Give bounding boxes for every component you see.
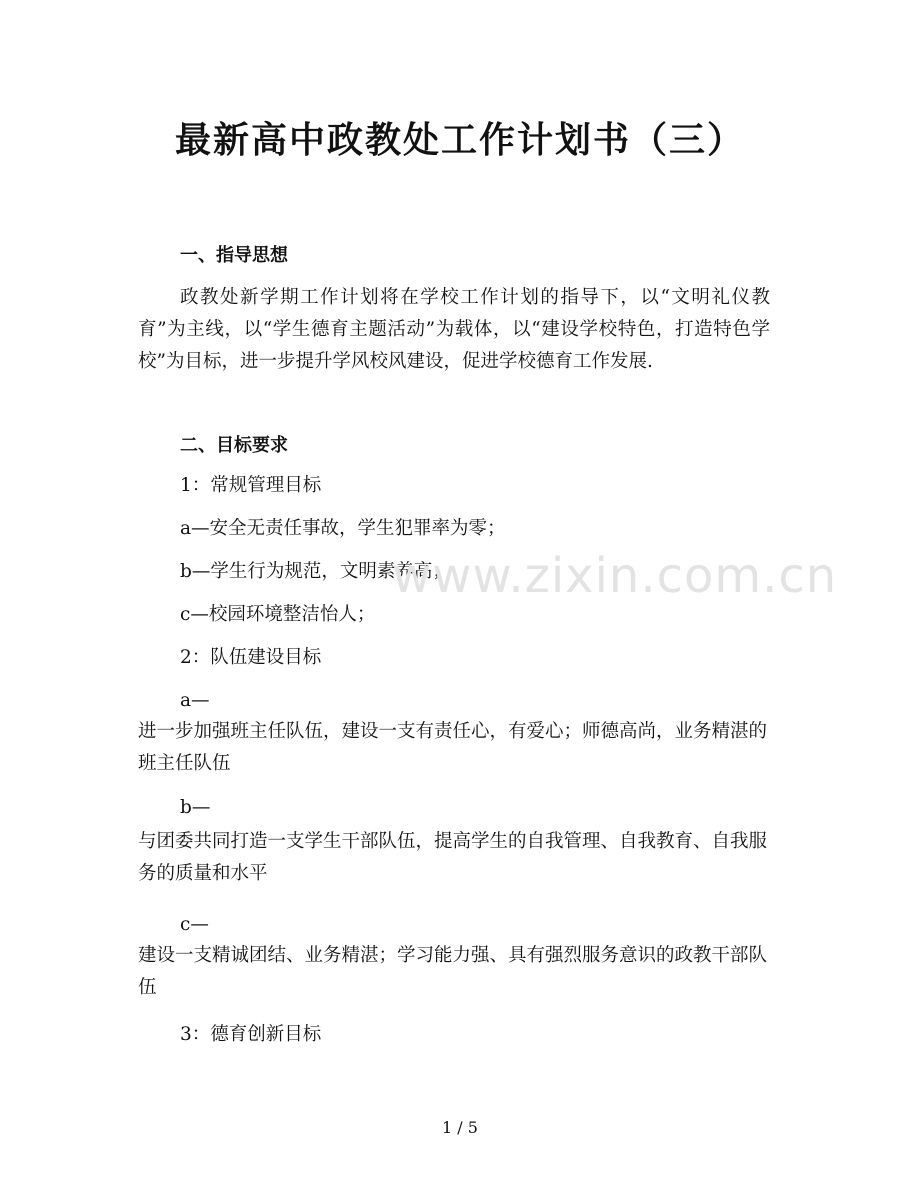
goal-1-title: 1：常规管理目标 — [180, 475, 322, 496]
section-heading-goals: 二、目标要求 — [180, 435, 288, 456]
goal-2-item-c-marker: c— — [180, 914, 209, 935]
goal-2-item-a-text: 进一步加强班主任队伍，建设一支有责任心，有爱心；师德高尚，业务精湛的班主任队伍 — [138, 721, 768, 774]
goal-2-item-a-marker: a— — [180, 690, 210, 711]
guiding-ideology-paragraph: 政教处新学期工作计划将在学校工作计划的指导下，以“文明礼仪教育”为主线，以“学生德育主题活动”为载体，以“建设学校特色，打造特色学校”为目标，进一步提升学风校风建设，促进学校德育工作发展. — [138, 287, 770, 372]
goal-1-item-b: b—学生行为规范，文明素养高； — [180, 561, 451, 582]
section-heading-guiding-ideology: 一、指导思想 — [180, 245, 288, 266]
goal-3-title: 3：德育创新目标 — [180, 1024, 322, 1045]
watermark: www.zixin.com.cn — [392, 548, 838, 604]
goal-2-title: 2：队伍建设目标 — [180, 647, 322, 668]
document-title: 最新高中政教处工作计划书（三） — [174, 119, 745, 161]
goal-2-item-b-marker: b— — [180, 797, 211, 818]
goal-1-item-c: c—校园环境整洁怡人； — [180, 604, 376, 625]
goal-2-item-b-text: 与团委共同打造一支学生干部队伍，提高学生的自我管理、自我教育、自我服务的质量和水平 — [138, 831, 768, 884]
goal-2-item-c-text: 建设一支精诚团结、业务精湛；学习能力强、具有强烈服务意识的政教干部队伍 — [138, 945, 768, 998]
page-number: 1 / 5 — [442, 1118, 478, 1137]
goal-1-item-a: a—安全无责任事故，学生犯罪率为零； — [180, 518, 506, 539]
